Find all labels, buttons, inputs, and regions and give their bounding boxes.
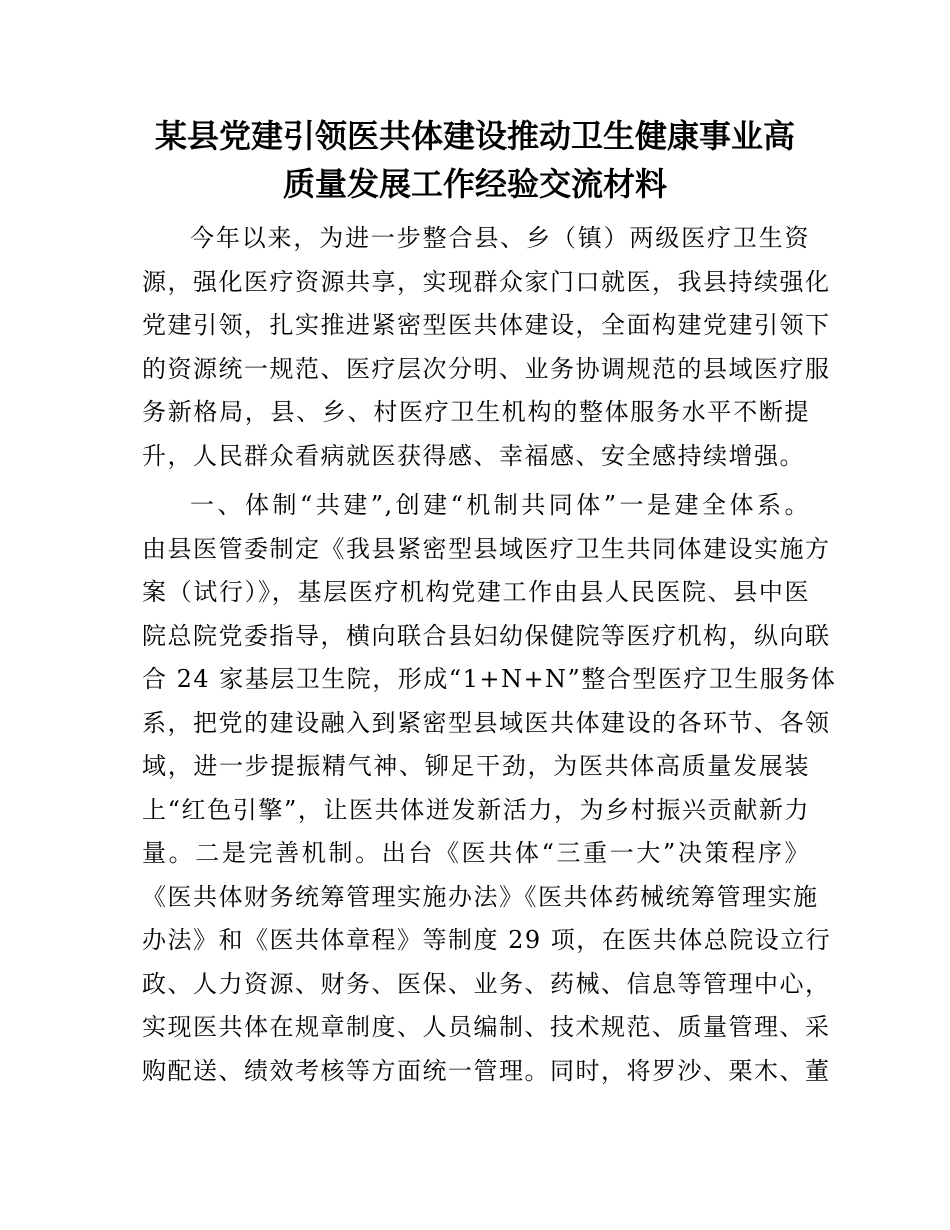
text-line: 量。二是完善机制。出台《医共体“三重一大”决策程序》 [142,839,810,867]
text-line: 升，人民群众看病就医获得感、幸福感、安全感持续增强。 [142,441,805,470]
text-line: 一、体制“共建”,创建“机制共同体”一是建全体系。 [190,491,810,519]
text-line: 实现医共体在规章制度、人员编制、技术规范、质量管理、采 [142,1013,831,1041]
text-line: 上“红色引擎”，让医共体迸发新活力，为乡村振兴贡献新力 [142,795,810,824]
paragraph-intro [142,217,831,478]
text-line: 今年以来，为进一步整合县、乡（镇）两级医疗卫生资 [190,224,810,252]
text-line: 源，强化医疗资源共享，实现群众家门口就医，我县持续强化 [142,267,831,296]
text-line: 的资源统一规范、医疗层次分明、业务协调规范的县域医疗服 [142,354,831,383]
text-line: 务新格局，县、乡、村医疗卫生机构的整体服务水平不断提 [142,398,810,426]
text-line: 系，把党的建设融入到紧密型县域医共体建设的各环节、各领 [142,708,831,737]
title-line-2: 质量发展工作经验交流材料 [282,165,667,203]
document-title [138,112,812,208]
text-line: 院总院党委指导，横向联合县妇幼保健院等医疗机构，纵向联 [142,621,831,650]
paragraph-section-1 [142,484,837,1093]
text-line: 办法》和《医共体章程》等制度 29 项，在医共体总院设立行 [142,926,832,954]
text-line: 政、人力资源、财务、医保、业务、药械、信息等管理中心， [142,969,831,998]
text-line: 由县医管委制定《我县紧密型县域医疗卫生共同体建设实施方 [142,534,831,563]
text-line: 案（试行）》，基层医疗机构党建工作由县人民医院、县中医 [142,578,810,606]
text-line: 党建引领，扎实推进紧密型医共体建设，全面构建党建引领下 [142,311,831,339]
text-line: 购配送、绩效考核等方面统一管理。同时，将罗沙、栗木、董 [142,1056,831,1085]
text-line: 合 24 家基层卫生院，形成“1+N+N”整合型医疗卫生服务体 [142,665,837,693]
title-line-1: 某县党建引领医共体建设推动卫生健康事业高 [154,117,795,155]
text-line: 《医共体财务统筹管理实施办法》《医共体药械统筹管理实施 [142,882,819,911]
text-line: 域，进一步提振精气神、铆足干劲，为医共体高质量发展装 [142,752,810,780]
